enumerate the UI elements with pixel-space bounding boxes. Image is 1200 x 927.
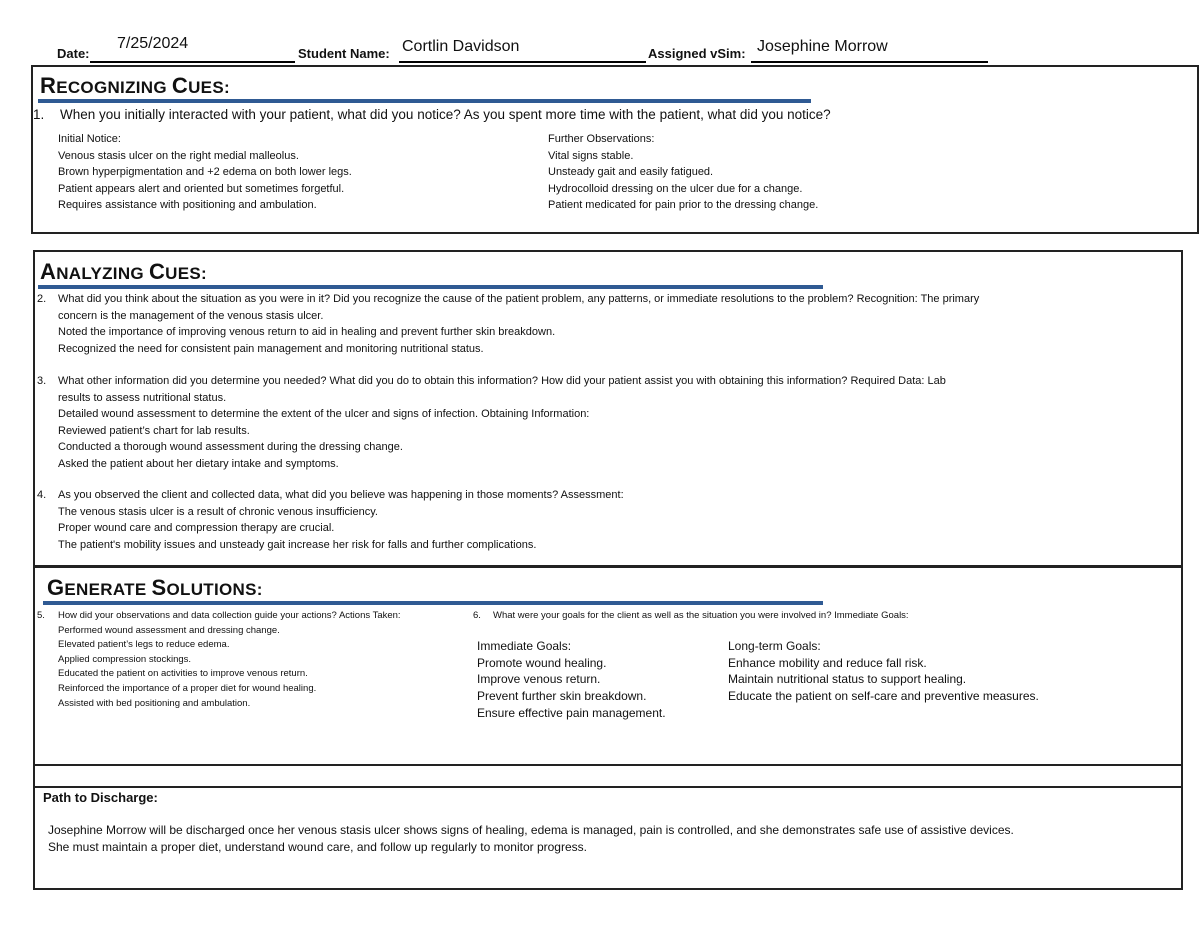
q2-line: What did you think about the situation as you were in it? Did you recognize the cause of the patient problem, any patterns, or immediate resolutions to the problem? Recognition: The primary: [58, 293, 980, 305]
list-item: Ensure effective pain management.: [477, 705, 666, 720]
long-term-goals-list: [728, 638, 1039, 705]
student-name-field[interactable]: Cortlin Davidson: [402, 38, 520, 55]
student-name-label: Student Name:: [298, 46, 390, 61]
initial-notice-list: [58, 131, 352, 214]
q1-prompt: When you initially interacted with your patient, what did you notice? As you spent more time with the patient, what did you notice?: [60, 107, 831, 122]
q3-line: Detailed wound assessment to determine the extent of the ulcer and signs of infection. Obtaining Information:: [58, 408, 590, 420]
q4-line: As you observed the client and collected data, what did you believe was happening in those moments? Assessment:: [58, 489, 624, 501]
q2-line: Noted the importance of improving venous return to aid in healing and prevent further skin breakdown.: [58, 326, 556, 338]
list-item: Unsteady gait and easily fatigued.: [548, 166, 714, 178]
list-item: Improve venous return.: [477, 672, 601, 687]
discharge-line: Josephine Morrow will be discharged once her venous stasis ulcer shows signs of healing, edema is managed, pain is controlled, and she demonstrates safe use of assistive devices.: [48, 823, 1014, 837]
q2-number: 2.: [37, 293, 47, 305]
q5-line: Performed wound assessment and dressing change.: [58, 624, 280, 636]
q3-line: Asked the patient about her dietary intake and symptoms.: [58, 457, 339, 470]
date-field[interactable]: 7/25/2024: [117, 35, 189, 52]
path-to-discharge-title: Path to Discharge:: [43, 790, 158, 805]
assigned-vsim-field[interactable]: Josephine Morrow: [757, 38, 888, 55]
q1-number: 1.: [33, 107, 45, 122]
list-item: Educate the patient on self-care and preventive measures.: [728, 689, 1039, 704]
list-item: Prevent further skin breakdown.: [477, 689, 647, 704]
q6-prompt: What were your goals for the client as well as the situation you were involved in? Immediate Goals:: [493, 610, 909, 621]
q2-line: concern is the management of the venous stasis ulcer.: [58, 309, 324, 322]
q5-line: Educated the patient on activities to improve venous return.: [58, 668, 308, 680]
list-item: Hydrocolloid dressing on the ulcer due for a change.: [548, 182, 803, 195]
immediate-goals-list: [477, 638, 666, 722]
long-term-goals-heading: Long-term Goals:: [728, 639, 821, 653]
further-observations-heading: Further Observations:: [548, 133, 655, 145]
discharge-line: She must maintain a proper diet, understand wound care, and follow up regularly to monitor progress.: [48, 839, 587, 854]
list-item: Patient medicated for pain prior to the dressing change.: [548, 199, 819, 211]
q5-line: Applied compression stockings.: [58, 653, 192, 665]
q5-block: [37, 609, 401, 711]
generate-accent-bar: [43, 601, 823, 605]
student-name-underline: [399, 61, 646, 63]
generate-solutions-title: GENERATE SOLUTIONS:: [47, 575, 263, 600]
analyzing-accent-bar: [38, 285, 823, 289]
assigned-vsim-underline: [751, 61, 988, 63]
q4-number: 4.: [37, 489, 47, 501]
assigned-vsim-label: Assigned vSim:: [648, 46, 746, 61]
initial-notice-heading: Initial Notice:: [58, 133, 121, 145]
q5-line: How did your observations and data collection guide your actions? Actions Taken:: [58, 610, 401, 621]
q5-line: Reinforced the importance of a proper diet for wound healing.: [58, 682, 317, 694]
path-to-discharge-text: [48, 822, 1014, 855]
recognizing-cues-title: RECOGNIZING CUES:: [40, 73, 230, 98]
q4-line: The venous stasis ulcer is a result of chronic venous insufficiency.: [58, 505, 378, 518]
list-item: Requires assistance with positioning and ambulation.: [58, 199, 317, 211]
list-item: Patient appears alert and oriented but sometimes forgetful.: [58, 182, 345, 195]
q5-line: Assisted with bed positioning and ambulation.: [58, 697, 251, 709]
q4-line: The patient's mobility issues and unsteady gait increase her risk for falls and further complications.: [58, 538, 537, 551]
analyzing-cues-title: ANALYZING CUES:: [40, 259, 207, 284]
q2-line: Recognized the need for consistent pain management and monitoring nutritional status.: [58, 342, 484, 355]
q6-number: 6.: [473, 610, 481, 621]
q3-number: 3.: [37, 375, 47, 387]
q4-line: Proper wound care and compression therapy are crucial.: [58, 522, 335, 534]
list-item: Brown hyperpigmentation and +2 edema on both lower legs.: [58, 166, 352, 178]
immediate-goals-heading: Immediate Goals:: [477, 639, 572, 653]
spacer-row: [33, 764, 1183, 788]
q3-line: Reviewed patient’s chart for lab results.: [58, 424, 250, 437]
q3-line: What other information did you determine you needed? What did you do to obtain this information? How did your patient assist you with obtaining this information? Required Data: Lab: [58, 375, 946, 387]
list-item: Promote wound healing.: [477, 655, 607, 670]
recognizing-accent-bar: [38, 99, 811, 103]
q5-line: Elevated patient’s legs to reduce edema.: [58, 639, 230, 651]
list-item: Venous stasis ulcer on the right medial malleolus.: [58, 149, 299, 162]
date-label: Date:: [57, 46, 90, 61]
q5-number: 5.: [37, 610, 45, 621]
list-item: Vital signs stable.: [548, 149, 634, 162]
further-observations-list: [548, 131, 818, 214]
q4-block: [37, 487, 624, 553]
q3-line: results to assess nutritional status.: [58, 391, 227, 404]
list-item: Maintain nutritional status to support healing.: [728, 672, 967, 687]
q3-block: [37, 373, 946, 472]
q3-line: Conducted a thorough wound assessment during the dressing change.: [58, 441, 403, 453]
q2-block: [37, 291, 979, 357]
date-underline: [90, 61, 295, 63]
list-item: Enhance mobility and reduce fall risk.: [728, 655, 927, 670]
